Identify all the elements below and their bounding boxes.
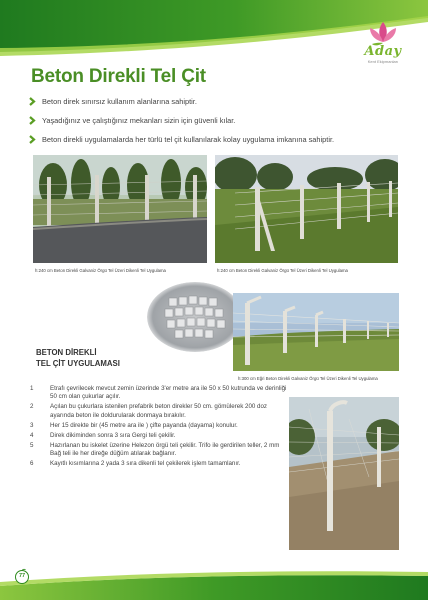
step-item [30,422,290,430]
step-item [30,403,290,420]
fence-photo-curved [233,293,399,371]
step-text: Direk dikiminden sonra 3 sıra Gergi teli çekilir. [50,431,176,439]
page-title: Beton Direkli Tel Çit [31,66,206,87]
brand-logo [348,18,418,66]
concrete-posts-photo [147,282,243,352]
installation-steps [30,385,290,470]
step-number: 3 [30,421,34,429]
chevron-right-icon [28,97,37,106]
step-number: 4 [30,431,34,439]
section-title-line: TEL ÇİT UYGULAMASI [36,359,120,368]
photo-caption: h:240 cm Beton Direkli Galvaniz Örgü Tel Üzeri Dikenli Tel Uygulama [217,268,348,273]
feature-list [28,97,418,154]
fence-photo-roadside [33,155,207,263]
brand-name: Aday [364,44,402,59]
feature-item [28,135,418,144]
feature-item [28,97,418,106]
page-number-badge [14,568,30,584]
section-title-line: BETON DİREKLİ [36,348,97,357]
chevron-right-icon [28,135,37,144]
fence-photo-field [215,155,398,263]
feature-text: Beton direk sınırsız kullanım alanlarına sahiptir. [42,97,197,106]
brand-tagline: Kent Ekipmanları [367,59,399,64]
photo-caption: h:240 cm Beton Direkli Galvaniz Örgü Tel Üzeri Dikenli Tel Uygulama [35,268,166,273]
fence-photo-gravel [289,397,399,550]
step-number: 2 [30,403,34,411]
step-text: Her 15 direkte bir (45 metre ara ile ) çifte payanda (dayama) konulur. [50,421,238,429]
feature-text: Beton direkli uygulamalarda her türlü tel çit kullanılarak kolay uygulama imkanına sahiptir. [42,135,335,144]
page-number: 77 [18,573,26,579]
feature-text: Yaşadığınız ve çalıştığınız mekanları sizin için güvenli kılar. [42,116,236,125]
step-text: Etrafı çevrilecek mevcut zemin üzerinde 3'er metre ara ile 50 x 50 kutrunda ve derinliği 50 cm olan çukurlar açılır. [50,385,287,401]
feature-item [28,116,418,125]
step-text: Hazırlanan bu iskelet üzerine Helezon örgü teli çekilir. Trifo ile gerdirilen teller, 2 mm Bağ teli ile her direğe düğüm atılarak bağlanır. [50,441,280,458]
step-item [30,385,290,402]
step-text: Açılan bu çukurlara istenilen prefabrik beton direkler 50 cm. gömülerek 200 doz ayarında beton ile doldurularak donmaya bırakılır. [50,403,268,419]
footer-band [0,562,428,600]
step-number: 5 [30,441,34,449]
photo-caption: h:300 cm Eğri Beton Direkli Galvaniz Örgü Tel Üzeri Dikenli Tel Uygulama [238,376,378,381]
chevron-right-icon [28,116,37,125]
step-number: 1 [30,385,34,392]
section-title [36,347,120,369]
step-item [30,442,290,459]
step-number: 6 [30,460,34,468]
step-item [30,432,290,440]
step-text: Kayıtlı kısımlarına 2 yada 3 sıra dikenli tel çekilerek işlem tamamlanır. [50,460,241,468]
step-item [30,460,290,468]
